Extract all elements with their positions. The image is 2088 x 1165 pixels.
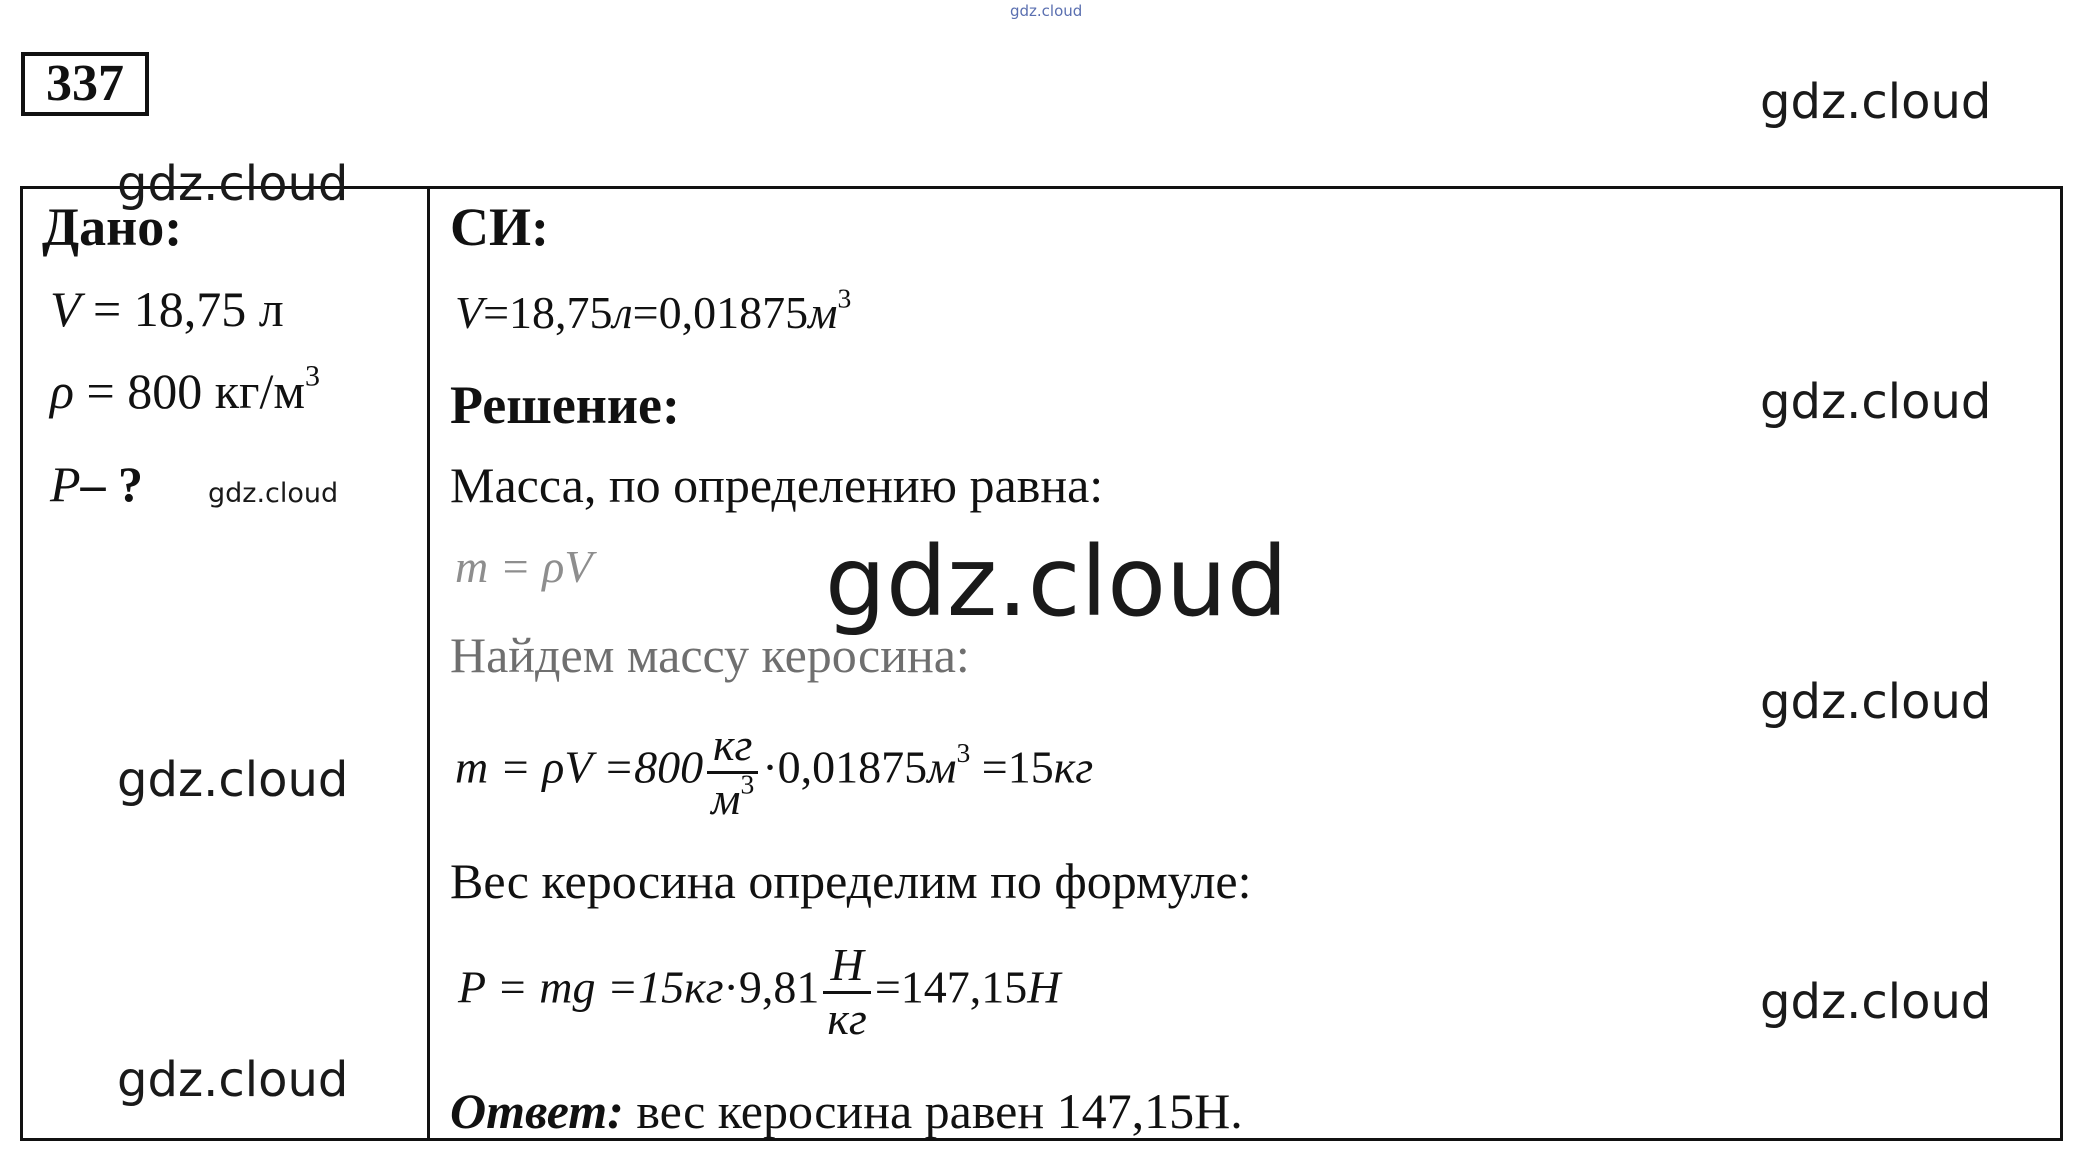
- given-volume: V = 18,75 л: [50, 281, 284, 337]
- mass-definition-text: Масса, по определению равна:: [450, 457, 1104, 513]
- weight-calculation: P = mg =15кг·9,81 $\frac{Н}{кг}$ =147,15Н: [458, 939, 1061, 1044]
- fraction-kg-per-m3: $\frac{кг}{м^3}$: [707, 720, 758, 824]
- watermark-center: gdz.cloud: [825, 526, 1288, 638]
- find-mass-text: Найдем массу керосина:: [450, 627, 970, 683]
- si-title: СИ:: [450, 197, 549, 257]
- watermark-left-2: gdz.cloud: [117, 752, 349, 808]
- given-density: ρ = 800 $кг/м^3$: [50, 359, 321, 419]
- watermark-left-1: gdz.cloud: [117, 156, 349, 212]
- watermark-right-1: gdz.cloud: [1760, 74, 1992, 130]
- weight-formula-text: Вес керосина определим по формуле:: [450, 853, 1252, 909]
- watermark-left-3: gdz.cloud: [117, 1052, 349, 1108]
- watermark-right-4: gdz.cloud: [1760, 974, 1992, 1030]
- mass-formula: m = ρV: [455, 541, 593, 592]
- solution-title: Решение:: [450, 375, 680, 435]
- watermark-right-3: gdz.cloud: [1760, 674, 1992, 730]
- si-volume-conversion: $V=18,75л=0,01875м^3$: [455, 282, 852, 338]
- fraction-n-per-kg: $\frac{Н}{кг}$: [823, 940, 870, 1044]
- watermark-right-2: gdz.cloud: [1760, 374, 1992, 430]
- given-find: P– ?: [50, 456, 144, 512]
- answer: Ответ: вес керосина равен 147,15Н.: [450, 1083, 1243, 1139]
- given-title: Дано:: [42, 197, 183, 257]
- top-watermark: gdz.cloud: [1010, 2, 1083, 20]
- mass-calculation: m = ρV =800 $\frac{кг}{м^3}$ $\cdot 0,01875м^3 =15кг$: [455, 719, 1094, 824]
- column-divider: [427, 186, 430, 1141]
- problem-number: 337: [21, 52, 149, 116]
- watermark-small: gdz.cloud: [208, 478, 339, 509]
